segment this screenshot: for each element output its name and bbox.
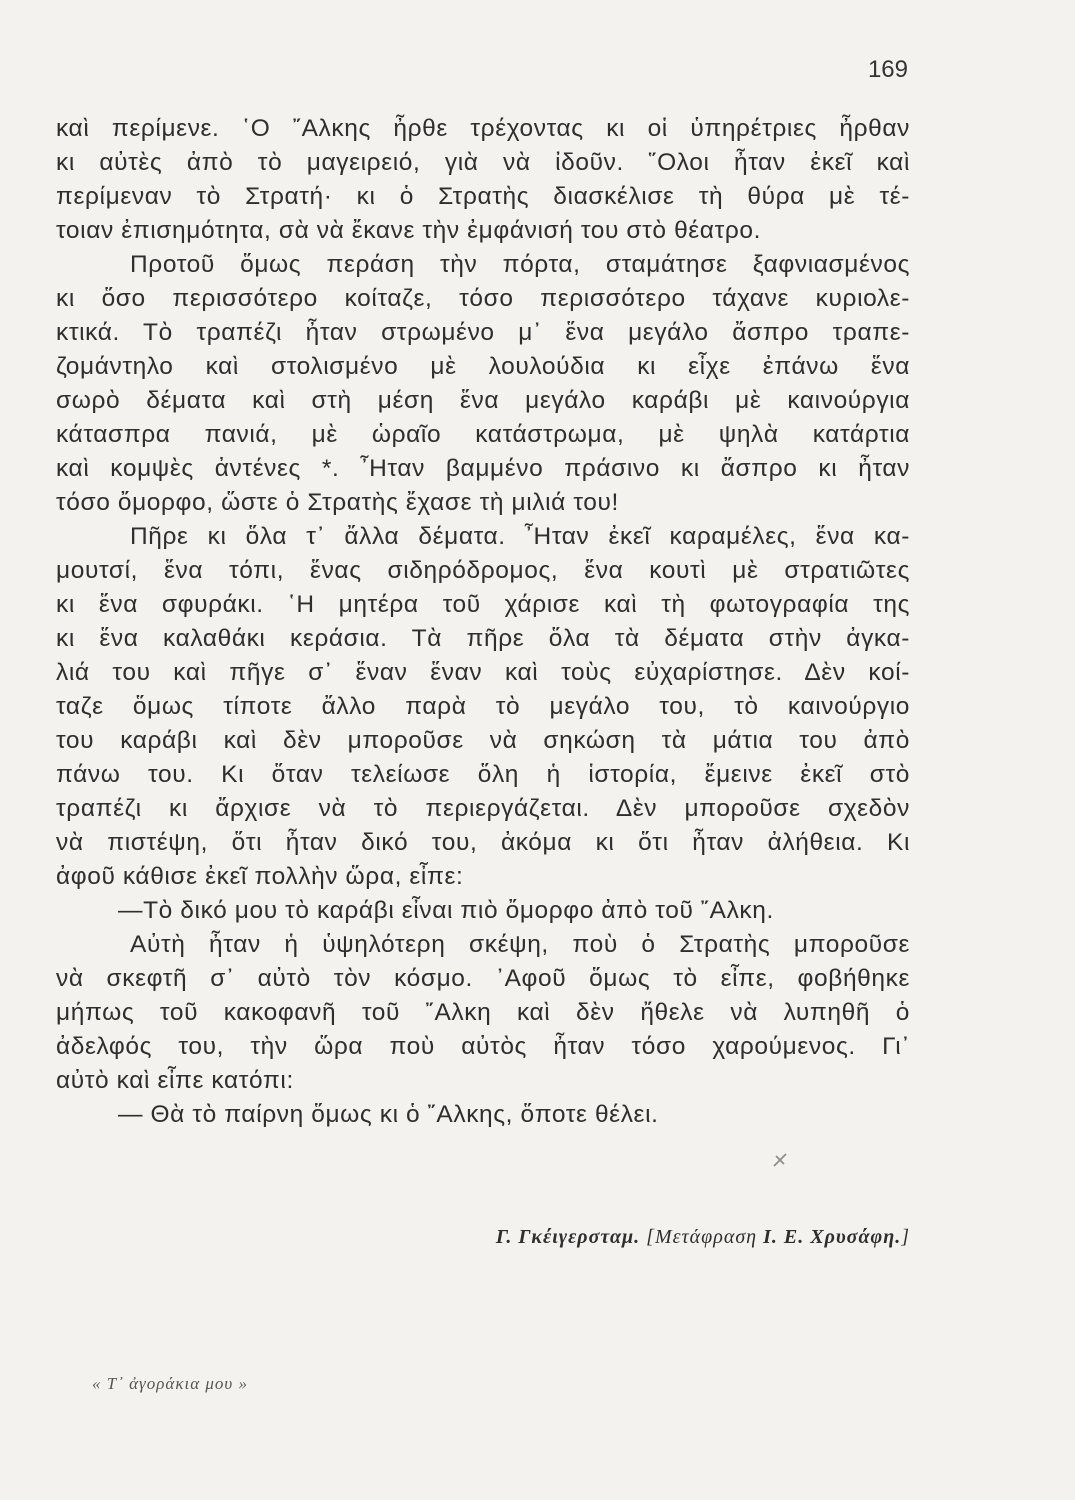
signature-close: ]: [901, 1226, 910, 1248]
pencil-mark-icon: [770, 1150, 790, 1170]
text-line: νὰ πιστέψη, ὅτι ἦταν δικό του, ἀκόμα κι ὅτι ἦταν ἀλήθεια. Κι: [56, 829, 910, 856]
signature-translator: Ι. Ε. Χρυσάφη.: [763, 1226, 902, 1248]
paragraph-start-line: Πῆρε κι ὅλα τ᾽ ἄλλα δέματα. ῏Ηταν ἐκεῖ καραμέλες, ἕνα κα-: [130, 523, 910, 550]
source-note: « Τ᾽ ἀγοράκια μου »: [92, 1374, 248, 1393]
text-line: καὶ περίμενε. ῾Ο ῎Αλκης ἦρθε τρέχοντας κι οἱ ὑπηρέτριες ἦρθαν: [56, 115, 910, 142]
dialogue-line: — Θὰ τὸ παίρνη ὅμως κι ὁ ῎Αλκης, ὅποτε θέλει.: [118, 1101, 659, 1128]
text-line: κι αὐτὲς ἀπὸ τὸ μαγειρειό, γιὰ νὰ ἰδοῦν. ῞Ολοι ἦταν ἐκεῖ καὶ: [56, 149, 910, 176]
paragraph-start-line: Προτοῦ ὅμως περάση τὴν πόρτα, σταμάτησε ξαφνιασμένος: [130, 251, 910, 278]
text-line: τόσο ὄμορφο, ὥστε ὁ Στρατὴς ἔχασε τὴ μιλιά του!: [56, 489, 619, 516]
text-line: κι ἕνα καλαθάκι κεράσια. Τὰ πῆρε ὅλα τὰ δέματα στὴν ἀγκα-: [56, 625, 910, 652]
text-line: μήπως τοῦ κακοφανῆ τοῦ ῎Αλκη καὶ δὲν ἤθελε νὰ λυπηθῆ ὁ: [56, 999, 910, 1026]
text-line: ζομάντηλο καὶ στολισμένο μὲ λουλούδια κι εἶχε ἐπάνω ἕνα: [56, 353, 910, 380]
text-line: κι ἕνα σφυράκι. ῾Η μητέρα τοῦ χάρισε καὶ τὴ φωτογραφία της: [56, 591, 910, 618]
text-line: λιά του καὶ πῆγε σ᾽ ἕναν ἕναν καὶ τοὺς εὐχαρίστησε. Δὲν κοί-: [56, 659, 910, 686]
text-line: του καράβι καὶ δὲν μποροῦσε νὰ σηκώση τὰ μάτια του ἀπὸ: [56, 727, 910, 754]
dialogue-line: —Τὸ δικό μου τὸ καράβι εἶναι πιὸ ὄμορφο ἀπὸ τοῦ ῎Αλκη.: [118, 897, 774, 924]
text-line: ἀφοῦ κάθισε ἐκεῖ πολλὴν ὥρα, εἶπε:: [56, 863, 464, 890]
page-number: 169: [867, 56, 908, 83]
text-line: ἀδελφός του, τὴν ὥρα ποὺ αὐτὸς ἦταν τόσο χαρούμενος. Γι᾽: [56, 1033, 910, 1060]
text-line: ταζε ὅμως τίποτε ἄλλο παρὰ τὸ μεγάλο του, τὸ καινούργιο: [56, 693, 910, 720]
text-line: σωρὸ δέματα καὶ στὴ μέση ἕνα μεγάλο καράβι μὲ καινούργια: [56, 387, 910, 414]
text-line: νὰ σκεφτῆ σ᾽ αὐτὸ τὸν κόσμο. ᾽Αφοῦ ὅμως τὸ εἶπε, φοβήθηκε: [56, 965, 910, 992]
signature-author: Γ. Γκέιγερσταμ.: [495, 1226, 641, 1248]
text-line: κτικά. Τὸ τραπέζι ἦταν στρωμένο μ᾽ ἕνα μεγάλο ἄσπρο τραπε-: [56, 319, 910, 346]
text-line: αὐτὸ καὶ εἶπε κατόπι:: [56, 1067, 294, 1094]
paragraph-start-line: Αὐτὴ ἦταν ἡ ὑψηλότερη σκέψη, ποὺ ὁ Στρατὴς μποροῦσε: [130, 931, 910, 958]
text-line: περίμεναν τὸ Στρατή· κι ὁ Στρατὴς διασκέλισε τὴ θύρα μὲ τέ-: [56, 183, 910, 210]
text-line: κι ὅσο περισσότερο κοίταζε, τόσο περισσότερο τάχανε κυριολε-: [56, 285, 910, 312]
signature: [370, 1226, 910, 1249]
text-line: τραπέζι κι ἄρχισε νὰ τὸ περιεργάζεται. Δὲν μποροῦσε σχεδὸν: [56, 795, 910, 822]
text-line: κάτασπρα πανιά, μὲ ὡραῖο κατάστρωμα, μὲ ψηλὰ κατάρτια: [56, 421, 910, 448]
text-line: μουτσί, ἕνα τόπι, ἕνας σιδηρόδρομος, ἕνα κουτὶ μὲ στρατιῶτες: [56, 557, 910, 584]
text-line: καὶ κομψὲς ἀντένες *. ῏Ηταν βαμμένο πράσινο κι ἄσπρο κι ἦταν: [56, 455, 910, 482]
text-line: πάνω του. Κι ὅταν τελείωσε ὅλη ἡ ἱστορία, ἔμεινε ἐκεῖ στὸ: [56, 761, 910, 788]
signature-translation-label: [Μετάφραση: [646, 1226, 758, 1248]
text-line: τοιαν ἐπισημότητα, σὰ νὰ ἔκανε τὴν ἐμφάνισή του στὸ θέατρο.: [56, 217, 762, 244]
